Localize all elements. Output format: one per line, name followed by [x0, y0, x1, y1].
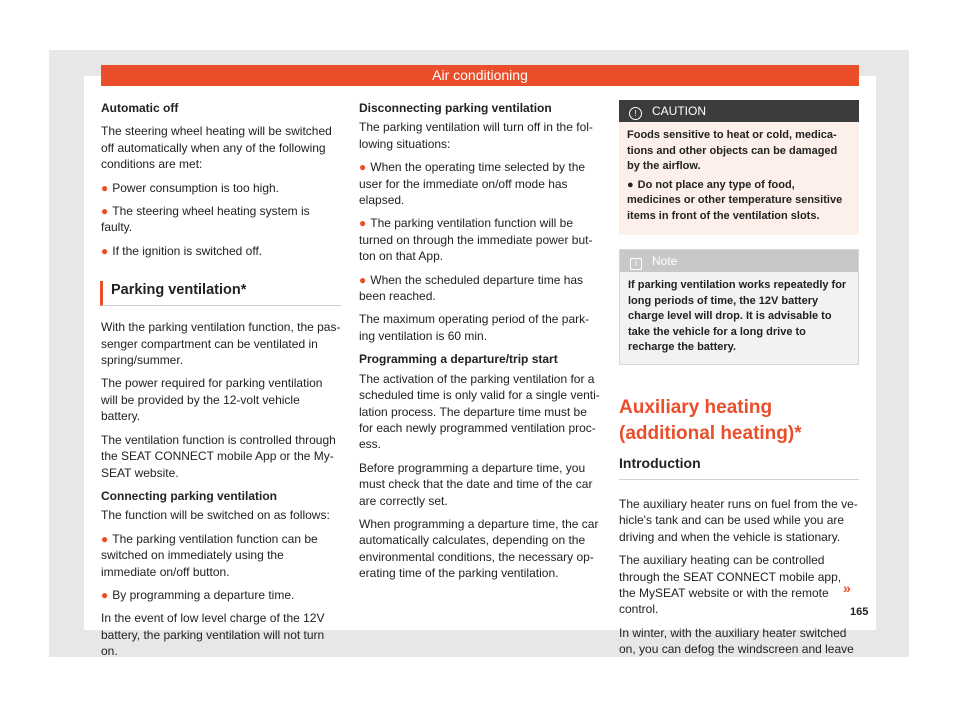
- list-item: ● When the operating time selected by the user for the immediate on/off mode has elapsed.: [359, 160, 586, 208]
- caution-label: CAUTION: [652, 104, 706, 118]
- note-text: If parking ventilation works repeatedly for long periods of time, the 12V battery charge level will drop. It is advisable to take the vehicle for a long drive to recharge the battery.: [628, 279, 847, 353]
- continue-arrow-icon: »: [843, 580, 851, 596]
- list-item: ● Do not place any type of food, medicines or other temperature sensitive items in front of the ventilation slots.: [627, 178, 843, 222]
- section-title-auxiliary-heating: Auxiliary heating (additional heating)*: [619, 396, 802, 444]
- list-item: ● The steering wheel heating system is faulty.: [101, 204, 310, 235]
- caution-box: [619, 100, 859, 235]
- disconnect-title: Disconnecting parking ventilation: [359, 101, 552, 115]
- note-header: [620, 250, 858, 272]
- column-1: [101, 100, 341, 667]
- warning-icon: !: [629, 107, 642, 120]
- list-item: ● Power consumption is too high.: [101, 180, 280, 195]
- bullet-icon: ●: [359, 160, 367, 175]
- list-item: ● When the scheduled departure time has been reached.: [359, 272, 584, 304]
- caution-header: [619, 100, 859, 122]
- info-icon: i: [630, 258, 642, 270]
- bullet-icon: ●: [627, 178, 634, 191]
- page-number: 165: [850, 606, 869, 618]
- paragraph: When programming a departure time, the car automatically calculates, depending on the environmental conditions, the necessary op-erating time of the parking ventilation.: [359, 516, 599, 581]
- paragraph: The auxiliary heater runs on fuel from the ve-hicle's tank and can be used while you are driving and when the vehicle is stationary.: [619, 496, 858, 544]
- note-box: [619, 249, 859, 365]
- paragraph: The power required for parking ventilation will be provided by the 12-volt vehicle battery.: [101, 376, 323, 424]
- bullet-icon: ●: [359, 216, 367, 231]
- disconnect-text: The parking ventilation will turn off in the fol-lowing situations:: [359, 120, 593, 151]
- list-item: ● If the ignition is switched off.: [101, 243, 263, 258]
- paragraph: The ventilation function is controlled through the SEAT CONNECT mobile App or the My-SEAT website.: [101, 432, 336, 480]
- subsection-title-introduction: Introduction: [619, 455, 859, 480]
- caution-text: Foods sensitive to heat or cold, medica-tions and other objects can be damaged by the airflow.: [627, 129, 838, 172]
- connecting-title: Connecting parking ventilation: [101, 488, 278, 503]
- column-2: [359, 100, 603, 589]
- bullet-icon: ●: [101, 204, 109, 219]
- connecting-text: The function will be switched on as follows:: [101, 508, 330, 523]
- column-3: [619, 100, 859, 665]
- paragraph: The maximum operating period of the park-ing ventilation is 60 min.: [359, 312, 590, 343]
- paragraph: Before programming a departure time, you must check that the date and time of the car are correctly set.: [359, 460, 593, 508]
- note-label: Note: [652, 254, 678, 268]
- caution-body: [619, 122, 859, 235]
- paragraph: With the parking ventilation function, the pas-senger compartment can be ventilated in spring/summer.: [101, 320, 341, 368]
- paragraph: In the event of low level charge of the 12V battery, the parking ventilation will not turn on.: [101, 611, 325, 659]
- chapter-header: Air conditioning: [101, 65, 859, 86]
- list-item: ● The parking ventilation function will be turned on through the immediate power but-ton on that App.: [359, 216, 593, 264]
- paragraph: The auxiliary heating can be controlled through the SEAT CONNECT mobile app, the MySEAT website or with the remote control.: [619, 553, 842, 617]
- auto-off-text: The steering wheel heating will be switched off automatically when any of the following conditions are met:: [101, 124, 332, 172]
- bullet-icon: ●: [101, 243, 109, 258]
- section-title-parking-ventilation: Parking ventilation*: [100, 281, 341, 306]
- paragraph: In winter, with the auxiliary heater switched on, you can defog the windscreen and leave: [619, 625, 854, 657]
- bullet-icon: ●: [101, 180, 109, 195]
- programming-title: Programming a departure/trip start: [359, 352, 558, 367]
- auto-off-title: Automatic off: [101, 101, 179, 115]
- paragraph: The activation of the parking ventilation for a scheduled time is only valid for a single venti-lation process. The departure time must be for each newly programmed ventilation proc-ess.: [359, 371, 600, 452]
- list-item: ● By programming a departure time.: [101, 587, 295, 602]
- list-item: ● The parking ventilation function can be switched on immediately using the immediate on/off button.: [101, 531, 318, 579]
- bullet-icon: ●: [101, 531, 109, 546]
- bullet-icon: ●: [101, 587, 109, 602]
- bullet-icon: ●: [359, 272, 367, 287]
